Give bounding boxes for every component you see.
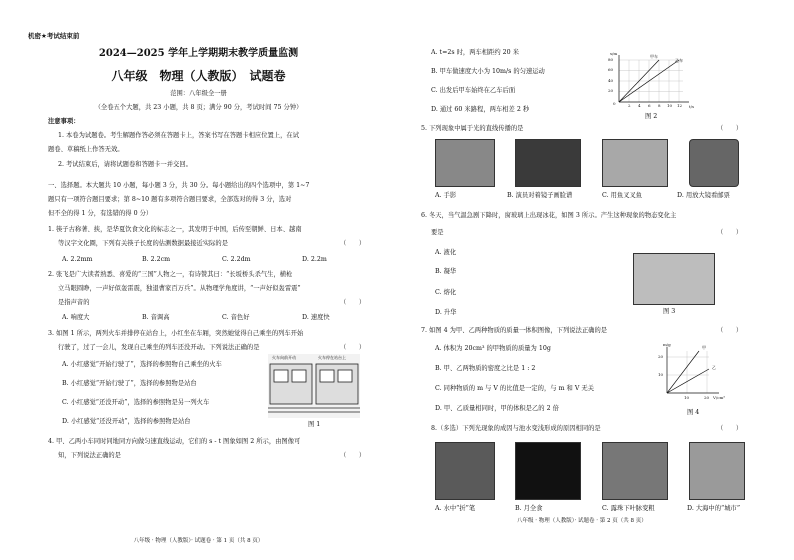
q3-option-d: D. 小红感觉“还没开动”，选择的参照物是站台 — [62, 418, 191, 425]
figure-2-x-label: t/s — [689, 104, 695, 109]
q5-answer-paren: （ ） — [717, 125, 743, 132]
q5-image-actor-mirror — [515, 139, 581, 187]
figure-2-ytick: 80 — [608, 57, 614, 62]
q8-image-lunar-eclipse — [515, 442, 581, 500]
q1-option-a: A. 2.2mm — [62, 256, 93, 263]
q3-answer-paren: （ ） — [340, 344, 366, 351]
q1-answer-paren: （ ） — [340, 240, 366, 247]
figure-3-ice-flowers — [633, 253, 715, 305]
q8-image-mirage-city — [689, 442, 745, 500]
figure-1-label: 图 1 — [308, 421, 321, 428]
q1-line2: 等汉字文化圈，下列有关筷子长度的估测数据最接近实际的是 — [58, 240, 229, 247]
q4-line1: 4. 甲、乙两小车同时同地同方向做匀速直线运动，它们的 s - t 图象如图 2 所示，由图像可 — [48, 438, 301, 445]
figure-2-series-jia: 甲车 — [650, 54, 658, 59]
q3-line1: 3. 如图 1 所示，两列火车并排停在站台上，小红坐在车厢，突然她觉得自己乘坐的列车开始 — [48, 330, 304, 337]
notes-heading: 注意事项： — [48, 118, 80, 125]
q1-option-b: B. 2.2cm — [142, 256, 171, 263]
q3-line2: 行驶了，过了一会儿，发现自己乘坐的列车还没开动。下列说法正确的是 — [58, 344, 260, 351]
q5-image-fishing-spear — [602, 139, 668, 187]
q2-line3: 是指声音的 — [58, 299, 90, 306]
figure-3-label: 图 3 — [663, 308, 676, 315]
figure-2-xtick: 10 — [667, 103, 673, 108]
q5-option-d: D. 用放大镜看邮票 — [677, 192, 730, 199]
q5-image-magnifier-stamp — [689, 139, 739, 187]
exam-scope: 范围：八年级全一册 — [170, 90, 227, 97]
figure-2-y-label: s/m — [610, 51, 618, 56]
figure-2-ytick: 40 — [608, 78, 614, 83]
q8-option-c: C. 露珠下叶脉变粗 — [602, 505, 655, 512]
figure-1-trains — [268, 354, 360, 418]
figure-4-y-label: m/g — [663, 342, 671, 347]
exam-info: （全卷五个大题，共 23 小题，共 8 页；满分 90 分，考试时间 75 分钟） — [94, 104, 303, 111]
q8-option-d: D. 大海中的“城市” — [687, 505, 741, 512]
confidential-mark: 机密★考试结束前 — [28, 32, 80, 40]
q7-option-c: C. 同种物质的 m 与 V 的比值是一定的，与 m 和 V 无关 — [435, 385, 594, 392]
figure-4-ytick: 10 — [658, 372, 664, 377]
section1-line1: 一、选择题。本大题共 10 小题，每小题 3 分，共 30 分。每小题给出的四个选项中，第 1~7 — [48, 182, 310, 189]
q8-image-dew-leaf — [602, 442, 668, 500]
q7-stem: 7. 如图 4 为甲、乙两种物质的质量一体积图像，下列说法正确的是 — [421, 327, 608, 334]
q2-line1: 2. 张飞是广大读者熟悉、喜爱的“三国”人物之一，有诗赞其曰：“长坂桥头杀气生，横枪 — [48, 271, 293, 278]
q3-option-b: B. 小红感觉“开始行驶了”，选择的参照物是站台 — [62, 380, 197, 387]
q2-option-c: C. 音色好 — [222, 314, 250, 321]
q4-answer-paren: （ ） — [340, 452, 366, 459]
q6-line1: 6. 冬天，当气温急剧下降时，窗玻璃上出现冰花，如图 3 所示。产生这种现象的物态变化主 — [421, 212, 677, 219]
note-1-line2: 题卷、草稿纸上作答无效。 — [48, 146, 124, 153]
q8-stem: 8.（多选）下列光现象的成因与池水变浅形成的原因相同的是 — [431, 425, 601, 432]
figure-4-series-jia: 甲 — [702, 345, 706, 350]
figure-2-xtick: 12 — [677, 103, 683, 108]
figure-2-label: 图 2 — [645, 113, 658, 120]
q8-option-b: B. 月全食 — [515, 505, 543, 512]
q2-answer-paren: （ ） — [340, 299, 366, 306]
q6-option-d: D. 升华 — [435, 309, 457, 316]
figure-2-st-graph — [609, 52, 699, 110]
q8-option-a: A. 水中“折”笔 — [435, 505, 476, 512]
q1-option-c: C. 2.2dm — [222, 256, 251, 263]
q2-option-d: D. 速度快 — [302, 314, 330, 321]
figure-4-label: 图 4 — [687, 409, 700, 416]
q7-option-a: A. 体积为 20cm³ 的甲物质的质量为 10g — [435, 345, 551, 352]
q6-answer-paren: （ ） — [717, 229, 743, 236]
figure-4-xtick: 10 — [684, 395, 690, 400]
figure-4-xtick: 20 — [704, 395, 710, 400]
page-1-footer: 八年级 · 物理（人教版）· 试题卷 · 第 1 页（共 8 页） — [133, 538, 264, 544]
figure-4-mv-graph — [659, 343, 725, 401]
q1-line1: 1. 筷子古称著、挟，是华夏饮食文化的标志之一，其发明于中国，后传至朝鲜、日本、越南 — [48, 226, 302, 233]
page-right — [397, 0, 794, 560]
q3-option-a: A. 小红感觉“开始行驶了”，选择的参照物自己乘坐的火车 — [62, 361, 222, 368]
q7-option-d: D. 甲、乙质量相同时，甲的体积是乙的 2 倍 — [435, 405, 559, 412]
figure-2-ytick: 60 — [608, 67, 614, 72]
figure-4-x-label: V/cm³ — [713, 395, 725, 400]
q7-option-b: B. 甲、乙两物质的密度之比是 1 : 2 — [435, 365, 536, 372]
q6-option-a: A. 液化 — [435, 249, 457, 256]
q2-option-b: B. 音调高 — [142, 314, 170, 321]
q1-option-d: D. 2.2m — [302, 256, 327, 263]
q4-option-a: A. t=2s 时，两车相距约 20 米 — [431, 49, 519, 56]
q2-option-a: A. 响度大 — [62, 314, 90, 321]
q4-option-b: B. 甲车做速度大小为 10m/s 的匀速运动 — [431, 68, 545, 75]
note-1-line1: 1. 本卷为试题卷。考生解题作答必须在答题卡上，答案书写在答题卡相应位置上，在试 — [58, 132, 299, 139]
q4-option-c: C. 出发后甲车始终在乙车后面 — [431, 87, 516, 94]
q3-option-c: C. 小红感觉“还没开动”，选择的参照物是另一列火车 — [62, 399, 210, 406]
figure-2-xtick: 2 — [628, 103, 631, 108]
q5-image-hand-shadow — [435, 139, 495, 187]
q4-option-d: D. 通过 60 米路程，两车相差 2 秒 — [431, 106, 530, 113]
figure-2-xtick: 4 — [638, 103, 641, 108]
q5-stem: 5. 下列现象中属于光的直线传播的是 — [421, 125, 524, 132]
q4-line2: 知，下列说法正确的是 — [58, 452, 121, 459]
figure-1-caption-right: 火车停在站台上 — [318, 355, 346, 360]
figure-2-xtick: 8 — [658, 103, 661, 108]
q5-option-c: C. 用鱼叉叉鱼 — [602, 192, 643, 199]
q8-image-bent-pen — [435, 442, 495, 500]
q7-answer-paren: （ ） — [717, 327, 743, 334]
q5-option-b: B. 演员对着镜子画脸谱 — [507, 192, 573, 199]
figure-4-series-yi: 乙 — [712, 365, 716, 370]
q2-line2: 立马眼圆睁，一声好似轰雷震，独退曹家百万兵”。从物理学角度讲，“一声好似轰雷震” — [58, 285, 301, 292]
exam-title: 2024—2025 学年上学期期末教学质量监测 — [98, 48, 299, 59]
figure-2-ytick: 20 — [608, 88, 614, 93]
figure-2-series-yi: 乙车 — [675, 58, 683, 63]
figure-2-ytick: 0 — [613, 101, 616, 106]
q6-option-b: B. 凝华 — [435, 268, 457, 275]
q5-option-a: A. 手影 — [435, 192, 457, 199]
figure-2-xtick: 6 — [648, 103, 651, 108]
q8-answer-paren: （ ） — [717, 425, 743, 432]
section1-line2: 题只有一项符合题目要求；第 8~10 题有多项符合题目要求，全部选对的得 3 分，选对 — [48, 196, 292, 203]
note-2: 2. 考试结束后，请将试题卷和答题卡一并交回。 — [58, 161, 192, 168]
exam-subtitle: 八年级 物理（人教版） 试题卷 — [111, 69, 286, 83]
q6-line2: 要是 — [431, 229, 444, 236]
q6-option-c: C. 熔化 — [435, 289, 457, 296]
figure-1-caption-left: 火车向前开动 — [272, 355, 296, 360]
section1-line3: 但不全的得 1 分，有选错的得 0 分） — [48, 210, 153, 217]
page-2-footer: 八年级 · 物理（人教版）· 试题卷 · 第 2 页（共 8 页） — [517, 518, 647, 524]
figure-4-ytick: 20 — [658, 354, 664, 359]
